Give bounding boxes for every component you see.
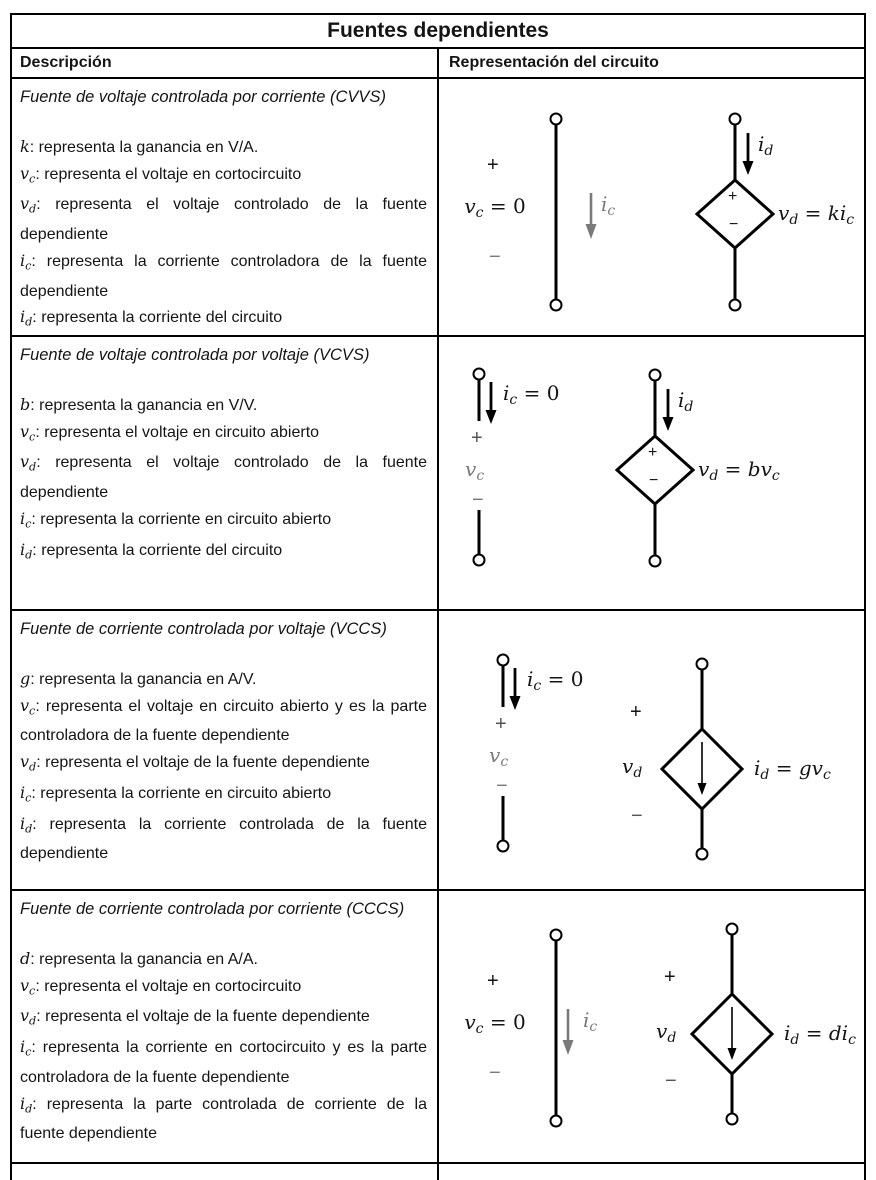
- text-part: = 0: [483, 194, 526, 218]
- text-part: : representa el voltaje controlado de la fuente dependiente: [20, 454, 427, 502]
- description-lines: [20, 666, 427, 867]
- minus-sign: −: [489, 246, 501, 268]
- text-part: d: [25, 547, 33, 561]
- current-label: [601, 193, 615, 222]
- short-circuit-element: [443, 109, 653, 319]
- voltage-label: [489, 744, 508, 773]
- text-part: c: [500, 754, 509, 771]
- text-part: c: [589, 1019, 598, 1036]
- description-line: [20, 946, 427, 973]
- text-part: d: [684, 399, 694, 416]
- description-line: [20, 537, 427, 568]
- partial-circuit-cell: [439, 1164, 864, 1180]
- text-part: i: [841, 1021, 849, 1045]
- text-part: v: [622, 754, 634, 778]
- text-part: d: [709, 468, 719, 485]
- text-part: v: [20, 194, 30, 214]
- description-line: [20, 666, 427, 693]
- text-part: d: [25, 821, 33, 835]
- row-title-vccs: Fuente de corriente controlada por voltaje (VCCS): [20, 620, 387, 638]
- text-part: b: [747, 457, 761, 481]
- text-part: =: [769, 756, 799, 780]
- text-part: : representa la corriente en circuito abierto: [31, 784, 332, 802]
- text-part: c: [509, 392, 518, 409]
- text-part: d: [29, 460, 37, 474]
- text-part: i: [754, 756, 761, 780]
- current-label: [527, 668, 583, 697]
- text-part: : representa la corriente controladora de la fuente dependiente: [20, 252, 427, 300]
- text-part: : representa la ganancia en A/A.: [30, 951, 258, 968]
- text-part: v: [778, 201, 790, 225]
- text-part: : representa la corriente del circuito: [32, 541, 283, 559]
- text-part: i: [601, 192, 608, 216]
- text-part: v: [465, 457, 477, 481]
- row-vccs: [12, 611, 864, 891]
- description-cell-cvvs: [12, 79, 439, 335]
- minus-sign: −: [665, 1070, 677, 1092]
- text-part: d: [20, 949, 31, 968]
- minus-sign: −: [729, 216, 739, 233]
- text-part: v: [20, 421, 30, 441]
- text-part: d: [760, 767, 770, 784]
- column-header-representacion: Representación del circuito: [449, 54, 659, 71]
- text-part: c: [533, 678, 542, 695]
- description-line: [20, 749, 427, 780]
- description-cell-vccs: [12, 611, 439, 889]
- row-title-cccs: Fuente de corriente controlada por corriente (CCCS): [20, 900, 405, 918]
- text-part: =: [799, 1021, 829, 1045]
- text-part: i: [839, 201, 847, 225]
- voltage-label: [443, 1011, 547, 1040]
- text-part: d: [29, 760, 37, 774]
- text-part: i: [678, 388, 685, 412]
- description-line: [20, 1091, 427, 1147]
- description-line: [20, 161, 427, 192]
- text-part: c: [822, 767, 831, 784]
- description-lines: [20, 134, 427, 335]
- plus-sign: +: [487, 970, 499, 992]
- text-part: : representa el voltaje de la fuente dependiente: [36, 1008, 370, 1026]
- voltage-label: [656, 1020, 676, 1049]
- minus-sign: −: [489, 1062, 501, 1084]
- circuit-cell-cccs: [439, 891, 864, 1162]
- text-part: d: [633, 765, 643, 782]
- text-part: c: [29, 983, 36, 997]
- text-part: d: [790, 1032, 800, 1049]
- description-cell-cccs: [12, 891, 439, 1162]
- text-part: v: [464, 194, 476, 218]
- text-part: : representa la corriente en circuito abierto: [31, 510, 332, 528]
- dependent-current-source: [622, 919, 876, 1129]
- text-part: : representa la corriente del circuito: [32, 309, 283, 327]
- row-vcvs: [12, 337, 864, 611]
- text-part: v: [20, 695, 30, 715]
- text-part: c: [475, 1021, 484, 1038]
- text-part: i: [20, 813, 26, 833]
- text-part: : representa la parte controlada de corriente de la fuente dependiente: [20, 1095, 427, 1143]
- text-part: b: [20, 395, 31, 414]
- text-part: v: [20, 163, 30, 183]
- text-part: d: [25, 315, 33, 329]
- text-part: c: [29, 171, 36, 185]
- row-title-cvvs: Fuente de voltaje controlada por corriente (CVVS): [20, 88, 386, 106]
- text-part: : representa la ganancia en A/V.: [30, 671, 257, 688]
- voltage-label: [443, 195, 547, 224]
- text-part: i: [583, 1008, 590, 1032]
- text-part: v: [811, 756, 823, 780]
- text-part: i: [20, 539, 26, 559]
- plus-sign: +: [648, 444, 658, 461]
- text-part: : representa el voltaje en circuito abierto: [35, 423, 320, 441]
- text-part: : representa el voltaje en cortocircuito: [35, 977, 302, 995]
- row-cvvs: [12, 79, 864, 337]
- description-line: [20, 134, 427, 161]
- text-part: i: [784, 1021, 791, 1045]
- text-part: c: [476, 468, 485, 485]
- table-header-row: [12, 49, 864, 79]
- circuit-cell-cvvs: [439, 79, 864, 335]
- text-part: i: [20, 1037, 26, 1057]
- equation-label: [754, 757, 831, 786]
- plus-sign: +: [664, 966, 676, 988]
- equation-label: [784, 1022, 856, 1051]
- text-part: d: [29, 1014, 37, 1028]
- text-part: i: [20, 782, 26, 802]
- voltage-label: [622, 755, 642, 784]
- dependent-voltage-source: [565, 365, 785, 570]
- equation-label: [778, 202, 854, 231]
- text-part: k: [827, 201, 840, 225]
- description-line: [20, 304, 427, 335]
- current-label: [583, 1009, 597, 1038]
- equation-label: [698, 458, 780, 487]
- text-part: i: [20, 307, 26, 327]
- minus-sign: −: [496, 775, 508, 797]
- text-part: v: [20, 751, 30, 771]
- plus-sign: +: [487, 154, 499, 176]
- description-line: [20, 419, 427, 450]
- table-title: Fuentes dependientes: [12, 15, 864, 49]
- text-part: c: [475, 205, 484, 222]
- description-line: [20, 1003, 427, 1034]
- description-line: [20, 449, 427, 505]
- circuit-cell-vcvs: [439, 337, 864, 609]
- description-line: [20, 811, 427, 867]
- text-part: i: [503, 381, 510, 405]
- text-part: v: [464, 1010, 476, 1034]
- voltage-label: [465, 458, 484, 487]
- text-part: c: [29, 703, 36, 717]
- text-part: i: [527, 667, 534, 691]
- text-part: = 0: [541, 667, 584, 691]
- description-lines: [20, 946, 427, 1147]
- minus-sign: −: [649, 472, 659, 489]
- text-part: : representa la corriente controlada de la fuente dependiente: [20, 815, 427, 863]
- text-part: =: [798, 201, 828, 225]
- text-part: c: [771, 468, 780, 485]
- circuit-cell-vccs: [439, 611, 864, 889]
- text-part: d: [828, 1021, 842, 1045]
- text-part: i: [20, 508, 26, 528]
- text-part: i: [20, 250, 26, 270]
- column-header-descripcion: Descripción: [12, 49, 439, 77]
- text-part: c: [25, 259, 32, 273]
- description-line: [20, 248, 427, 304]
- dependent-sources-table: [10, 13, 866, 1180]
- text-part: v: [698, 457, 710, 481]
- current-label: [503, 382, 559, 411]
- plus-sign: +: [471, 427, 483, 449]
- current-label: [678, 389, 693, 418]
- text-part: : representa la corriente en cortocircuito y es la parte controladora de la fuente dependiente: [20, 1039, 427, 1087]
- text-part: v: [20, 1006, 30, 1026]
- text-part: : representa la ganancia en V/A.: [29, 139, 259, 156]
- text-part: g: [798, 756, 812, 780]
- description-lines: [20, 392, 427, 567]
- dependent-voltage-source: [645, 109, 865, 314]
- text-part: d: [764, 143, 774, 160]
- description-line: [20, 191, 427, 247]
- description-line: [20, 973, 427, 1004]
- text-part: v: [760, 457, 772, 481]
- partial-row: [12, 1164, 864, 1180]
- minus-sign: −: [631, 805, 643, 827]
- text-part: c: [25, 1045, 32, 1059]
- text-part: v: [20, 975, 30, 995]
- plus-sign: +: [630, 701, 642, 723]
- plus-sign: +: [495, 713, 507, 735]
- text-part: =: [718, 457, 748, 481]
- text-part: i: [20, 1093, 26, 1113]
- dependent-current-source: [592, 654, 872, 864]
- text-part: c: [607, 203, 616, 220]
- text-part: : representa el voltaje en cortocircuito: [35, 165, 302, 183]
- text-part: k: [20, 137, 30, 156]
- minus-sign: −: [472, 489, 484, 511]
- row-title-vcvs: Fuente de voltaje controlada por voltaje (VCVS): [20, 346, 370, 364]
- text-part: d: [29, 202, 37, 216]
- description-cell-vcvs: [12, 337, 439, 609]
- text-part: d: [667, 1030, 677, 1047]
- text-part: c: [25, 791, 32, 805]
- current-label: [758, 133, 773, 162]
- partial-description-cell: [12, 1164, 439, 1180]
- text-part: c: [848, 1032, 856, 1049]
- description-line: [20, 1034, 427, 1090]
- text-part: : representa el voltaje de la fuente dependiente: [36, 753, 370, 771]
- text-part: v: [20, 452, 30, 472]
- text-part: v: [656, 1019, 668, 1043]
- text-part: d: [25, 1101, 33, 1115]
- text-part: = 0: [483, 1010, 526, 1034]
- description-line: [20, 693, 427, 749]
- text-part: = 0: [517, 381, 560, 405]
- description-line: [20, 506, 427, 537]
- description-line: [20, 392, 427, 419]
- row-cccs: [12, 891, 864, 1164]
- text-part: c: [25, 517, 32, 531]
- text-part: i: [758, 132, 765, 156]
- text-part: : representa la ganancia en V/V.: [30, 397, 258, 414]
- text-part: d: [789, 212, 799, 229]
- text-part: : representa el voltaje controlado de la fuente dependiente: [20, 196, 427, 244]
- description-line: [20, 780, 427, 811]
- text-part: g: [20, 669, 31, 688]
- text-part: c: [29, 429, 36, 443]
- text-part: c: [846, 212, 855, 229]
- text-part: v: [489, 743, 501, 767]
- text-part: : representa el voltaje en circuito abierto y es la parte controladora de la fuente dependiente: [20, 697, 427, 745]
- plus-sign: +: [728, 188, 738, 205]
